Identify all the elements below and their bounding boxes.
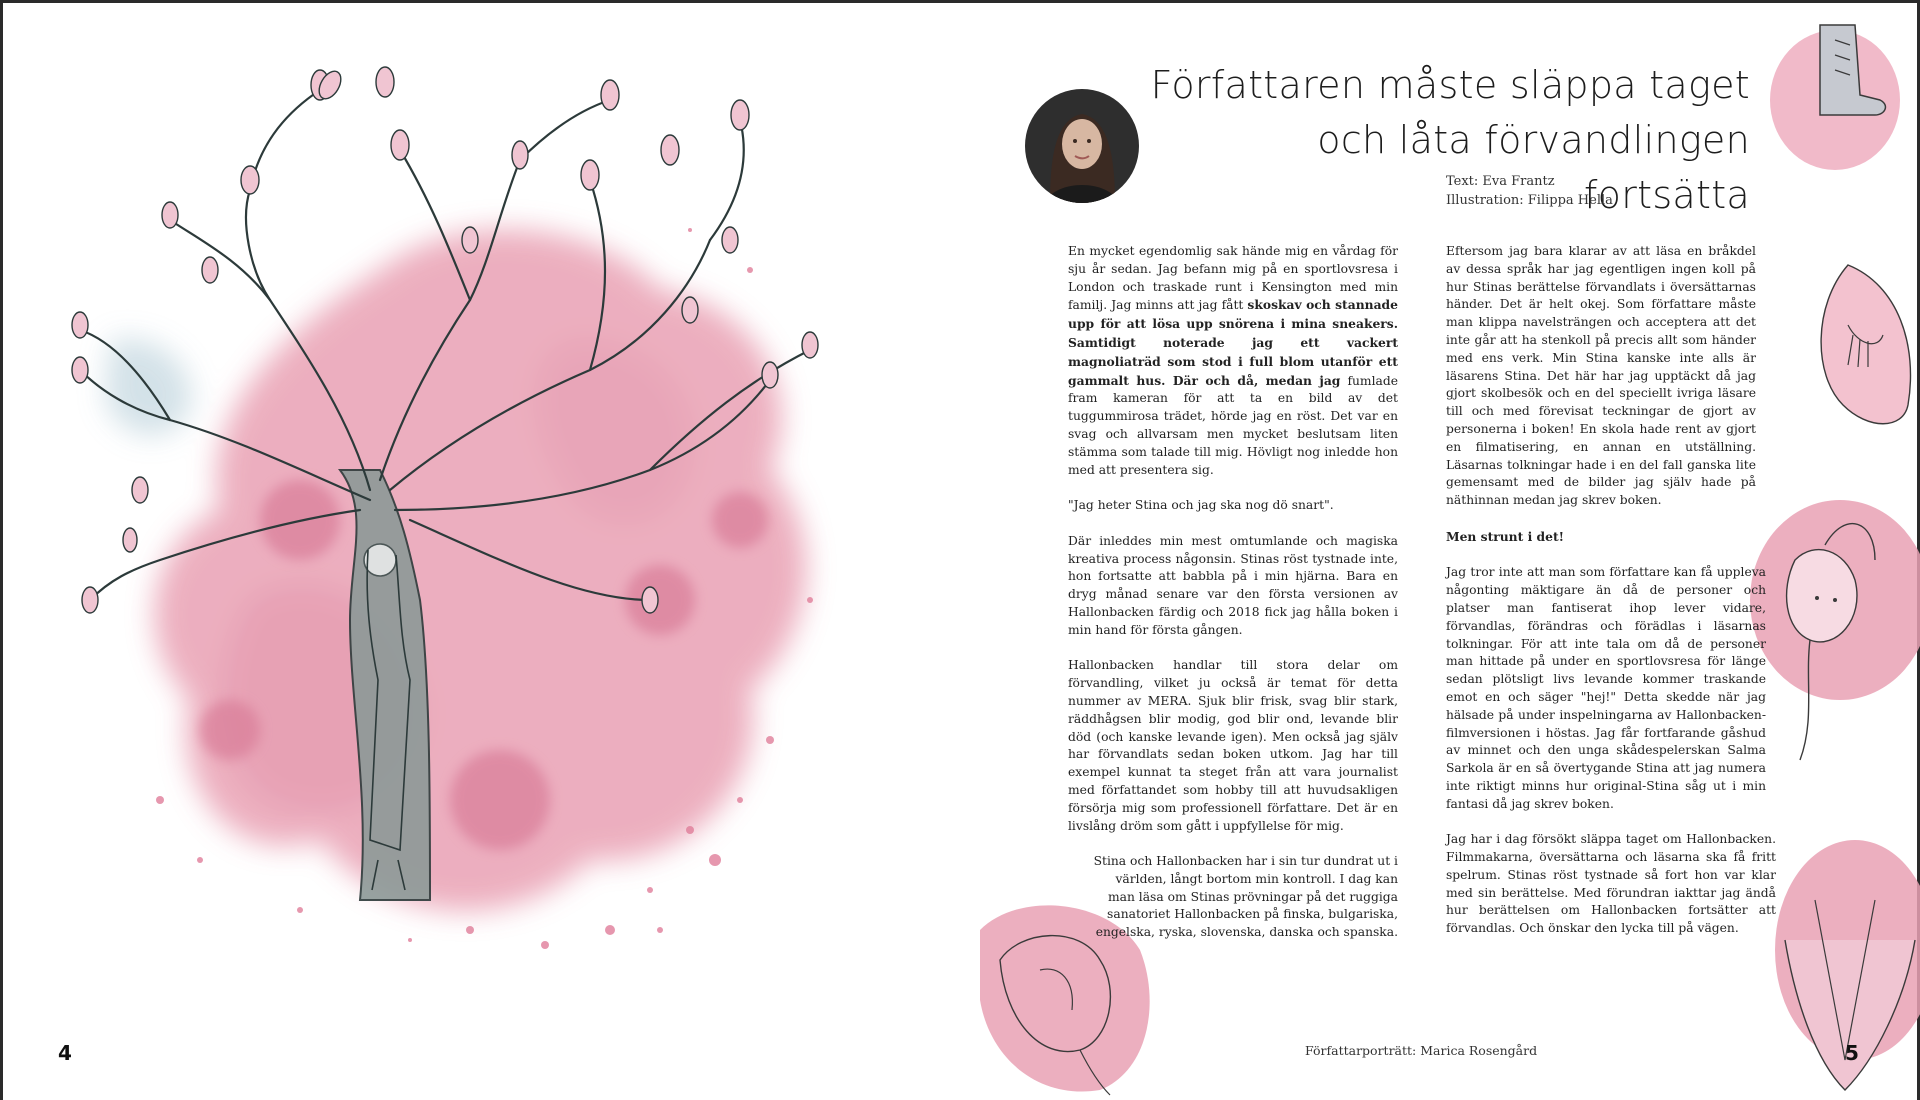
paragraph: Jag har i dag försökt släppa taget om Hallonbacken. Filmmakarna, översättarna och läsarna ska få fritt spelrum. Stinas röst tystnade så fort hon var klar med sin berättelse. Med förundran iakttar jag ändå hur berättelsen om Hallonbacken fortsätter att förvandlas. Och önskar den lycka till på vägen.: [1446, 832, 1776, 936]
credits: [1446, 172, 1613, 210]
boot-illustration: [1760, 5, 1910, 175]
text-run: fumlade fram kameran för att ta en bild av det tuggummirosa trädet, hörde jag en röst. Det var en svag och allvarsam men mycket beslutsam liten stämma som talade till mig. Hövligt nog inledde hon med att presentera sig.: [1068, 373, 1398, 477]
text-run: En mycket egendomlig sak hände mig en vårdag för sju år sedan. Jag befann mig på en sportlovsresa i London och traskade runt i Kensington med min familj. Jag minns att jag fått: [1068, 244, 1398, 313]
paragraph: Stina och Hallonbacken har i sin tur dundrat ut i världen, långt bortom min kontroll. I dag kan man läsa om Stinas prövningar på det ruggiga sanatoriet Hallonbacken på finska, bulgariska, engelska, ryska, slovenska, danska och spanska.: [1093, 854, 1398, 940]
title-line-1: Författaren måste släppa taget: [1150, 63, 1750, 107]
paragraph: Där inleddes min mest omtumlande och magiska kreativa process någonsin. Stinas röst tystnade inte, hon fortsatte att babbla på i min hjärna. Bara en dryg månad senare var den första versionen av Hallonbacken färdig och 2018 fick jag hålla boken i min hand för första gången.: [1068, 533, 1398, 637]
magnolia-tree-illustration: [50, 40, 930, 1000]
illustration-credit: Illustration: Filippa Hella: [1446, 193, 1613, 208]
paragraph: Eftersom jag bara klarar av att läsa en bråkdel av dessa språk har jag egentligen ingen koll på hur Stinas berättelse förvandlats i översättarnas händer. Det är helt okej. Som författare måste man klippa navelsträngen och acceptera att det inte går att ha stenkoll på precis allt som händer med ens verk. Min Stina kanske inte alls är läsarens Stina. Det här har jag upptäckt då jag gjort skolbesök och en del speciellt ivriga läsare till och med förevisat teckningar de gjort av personerna i boken! En skola hade rent av gjort en filmatisering, en annan en utställning. Läsarnas tolkningar hade i en del fall ganska lite gemensamt med de bilder jag själv hade på näthinnan medan jag skrev boken.: [1446, 244, 1756, 508]
paragraph: Jag tror inte att man som författare kan få uppleva någonting mäktigare än då de personer och platser man fantiserat ihop lever vidare, förvandlas, förändras och förädlas i läsarnas tolkningar. För att inte tala om då de personer man hittade på under en sportlovsresa för länge sedan plötsligt livs levande kommer traskande emot en och säger "hej!" Detta skedde när jag hälsade på under inspelningarna av Hallonbacken-filmversionen i höstas. Jag får fortfarande gåshud av minnet och den unga skådespelerskan Salma Sarkola är en så övertygande Stina att jag numera inte riktigt minns hur original-Stina såg ut i min fantasi då jag skrev boken.: [1446, 565, 1766, 811]
article-column-1: [1068, 243, 1398, 960]
paragraph: [1068, 243, 1398, 479]
title-line-2: och låta förvandlingen fortsätta: [1317, 118, 1750, 217]
photo-credit: Författarporträtt: Marica Rosengård: [1305, 1043, 1538, 1058]
frame-top: [0, 0, 1920, 3]
author-portrait: [1025, 89, 1139, 203]
bold-run: skoskav och stannade upp för att lösa upp snörena i mina sneakers. Samtidigt noterade jag ett vackert magnoliaträd som stod i full blom utanför ett gammalt hus. Där och då, medan jag: [1068, 297, 1398, 388]
page-number-right: 5: [1845, 1041, 1859, 1065]
petal-hand-illustration: [1808, 255, 1920, 435]
frame-left: [0, 0, 3, 1100]
paragraph: Hallonbacken handlar till stora delar om förvandling, vilket ju också är temat för detta nummer av MERA. Sjuk blir frisk, svag blir stark, räddhågsen blir modig, god blir ond, levande blir död (och kanske levande igen). Men också jag själv har förvandlats sedan boken utkom. Jag har till exempel kunnat ta steget från att vara journalist med författandet som hobby till att huvudsakligen försörja mig som professionell författare. Det är en livslång dröm som gått i uppfyllelse för mig.: [1068, 658, 1398, 833]
tulip-illustration: [1765, 830, 1920, 1100]
subheading: [1446, 528, 1786, 547]
subheading-text: Men strunt i det!: [1446, 528, 1565, 544]
article-column-2: [1446, 243, 1786, 956]
paragraph: "Jag heter Stina och jag ska nog dö snart".: [1068, 498, 1334, 513]
page-number-left: 4: [58, 1041, 72, 1065]
text-credit: Text: Eva Frantz: [1446, 174, 1555, 189]
